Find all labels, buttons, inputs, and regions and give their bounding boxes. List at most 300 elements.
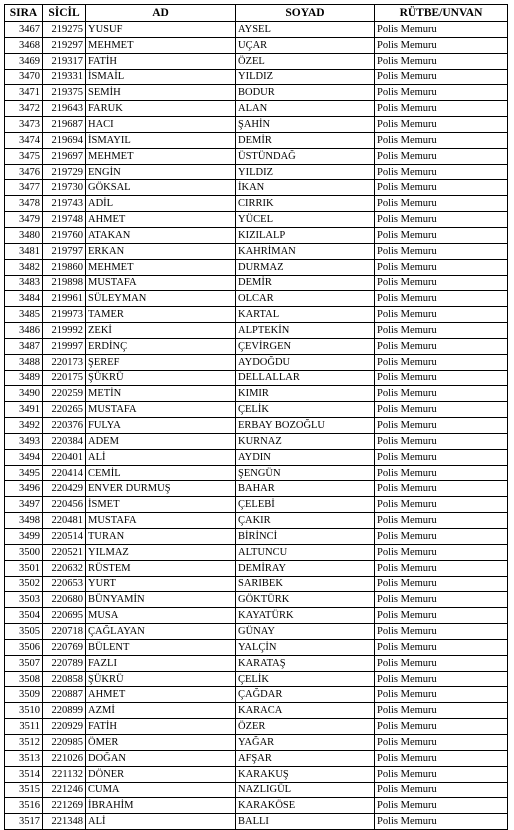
ad-cell: ADEM — [86, 433, 236, 449]
rutbe-cell: Polis Memuru — [375, 69, 508, 85]
ad-cell: YUSUF — [86, 22, 236, 38]
ad-cell: BÜNYAMİN — [86, 592, 236, 608]
soyad-cell: İKAN — [236, 180, 375, 196]
table-row — [5, 465, 508, 481]
rutbe-cell: Polis Memuru — [375, 227, 508, 243]
sicil-cell: 221026 — [43, 750, 86, 766]
sira-cell: 3482 — [5, 259, 43, 275]
soyad-cell: CIRRIK — [236, 196, 375, 212]
table-body — [5, 22, 508, 830]
ad-cell: ÖMER — [86, 734, 236, 750]
sicil-cell: 219297 — [43, 37, 86, 53]
soyad-cell: ALAN — [236, 101, 375, 117]
soyad-cell: DEMİRAY — [236, 560, 375, 576]
ad-cell: ENVER DURMUŞ — [86, 481, 236, 497]
sicil-cell: 220481 — [43, 513, 86, 529]
table-row — [5, 655, 508, 671]
sira-cell: 3491 — [5, 402, 43, 418]
sicil-cell: 220259 — [43, 386, 86, 402]
ad-cell: RÜSTEM — [86, 560, 236, 576]
sira-cell: 3472 — [5, 101, 43, 117]
table-header — [5, 5, 508, 22]
soyad-cell: AYDOĞDU — [236, 354, 375, 370]
sira-cell: 3501 — [5, 560, 43, 576]
ad-cell: AZMİ — [86, 703, 236, 719]
sira-cell: 3477 — [5, 180, 43, 196]
sira-cell: 3514 — [5, 766, 43, 782]
rutbe-cell: Polis Memuru — [375, 338, 508, 354]
column-header-ad: AD — [86, 5, 236, 22]
sicil-cell: 221132 — [43, 766, 86, 782]
sicil-cell: 219687 — [43, 117, 86, 133]
soyad-cell: ALPTEKİN — [236, 323, 375, 339]
rutbe-cell: Polis Memuru — [375, 608, 508, 624]
sira-cell: 3485 — [5, 307, 43, 323]
soyad-cell: KARAKÖSE — [236, 798, 375, 814]
rutbe-cell: Polis Memuru — [375, 386, 508, 402]
soyad-cell: YILDIZ — [236, 69, 375, 85]
table-row — [5, 101, 508, 117]
ad-cell: İBRAHİM — [86, 798, 236, 814]
sicil-cell: 220929 — [43, 719, 86, 735]
sira-cell: 3475 — [5, 148, 43, 164]
rutbe-cell: Polis Memuru — [375, 719, 508, 735]
rutbe-cell: Polis Memuru — [375, 275, 508, 291]
sicil-cell: 219375 — [43, 85, 86, 101]
rutbe-cell: Polis Memuru — [375, 639, 508, 655]
soyad-cell: ÇELİK — [236, 402, 375, 418]
table-row — [5, 117, 508, 133]
soyad-cell: ÖZEL — [236, 53, 375, 69]
soyad-cell: KARATAŞ — [236, 655, 375, 671]
ad-cell: GÖKSAL — [86, 180, 236, 196]
soyad-cell: YILDIZ — [236, 164, 375, 180]
sicil-cell: 220695 — [43, 608, 86, 624]
soyad-cell: DEMİR — [236, 132, 375, 148]
soyad-cell: ÇELİK — [236, 671, 375, 687]
ad-cell: TURAN — [86, 529, 236, 545]
sicil-cell: 219992 — [43, 323, 86, 339]
table-row — [5, 164, 508, 180]
sira-cell: 3496 — [5, 481, 43, 497]
column-header-rutbe-unvan: RÜTBE/UNVAN — [375, 5, 508, 22]
sicil-cell: 220887 — [43, 687, 86, 703]
ad-cell: MEHMET — [86, 37, 236, 53]
sicil-cell: 219697 — [43, 148, 86, 164]
rutbe-cell: Polis Memuru — [375, 243, 508, 259]
soyad-cell: BİRİNCİ — [236, 529, 375, 545]
soyad-cell: YALÇİN — [236, 639, 375, 655]
table-row — [5, 418, 508, 434]
table-row — [5, 291, 508, 307]
ad-cell: CEMİL — [86, 465, 236, 481]
ad-cell: AHMET — [86, 687, 236, 703]
sira-cell: 3479 — [5, 212, 43, 228]
ad-cell: ALİ — [86, 449, 236, 465]
sicil-cell: 220384 — [43, 433, 86, 449]
sira-cell: 3507 — [5, 655, 43, 671]
rutbe-cell: Polis Memuru — [375, 433, 508, 449]
sicil-cell: 220414 — [43, 465, 86, 481]
sira-cell: 3484 — [5, 291, 43, 307]
sicil-cell: 219694 — [43, 132, 86, 148]
sira-cell: 3503 — [5, 592, 43, 608]
table-row — [5, 624, 508, 640]
sira-cell: 3497 — [5, 497, 43, 513]
soyad-cell: KAHRİMAN — [236, 243, 375, 259]
sira-cell: 3495 — [5, 465, 43, 481]
sicil-cell: 221348 — [43, 814, 86, 830]
sira-cell: 3467 — [5, 22, 43, 38]
soyad-cell: YAĞAR — [236, 734, 375, 750]
rutbe-cell: Polis Memuru — [375, 307, 508, 323]
table-row — [5, 323, 508, 339]
rutbe-cell: Polis Memuru — [375, 370, 508, 386]
sira-cell: 3508 — [5, 671, 43, 687]
rutbe-cell: Polis Memuru — [375, 766, 508, 782]
sira-cell: 3506 — [5, 639, 43, 655]
sira-cell: 3469 — [5, 53, 43, 69]
soyad-cell: BALLI — [236, 814, 375, 830]
column-header-sira: SIRA — [5, 5, 43, 22]
sicil-cell: 219961 — [43, 291, 86, 307]
ad-cell: DOĞAN — [86, 750, 236, 766]
table-row — [5, 354, 508, 370]
table-row — [5, 782, 508, 798]
sicil-cell: 220769 — [43, 639, 86, 655]
table-row — [5, 703, 508, 719]
rutbe-cell: Polis Memuru — [375, 592, 508, 608]
table-row — [5, 53, 508, 69]
ad-cell: ALİ — [86, 814, 236, 830]
rutbe-cell: Polis Memuru — [375, 53, 508, 69]
table-row — [5, 513, 508, 529]
ad-cell: MUSTAFA — [86, 513, 236, 529]
table-row — [5, 529, 508, 545]
rutbe-cell: Polis Memuru — [375, 291, 508, 307]
sira-cell: 3494 — [5, 449, 43, 465]
header-row — [5, 5, 508, 22]
sira-cell: 3512 — [5, 734, 43, 750]
ad-cell: FAZLI — [86, 655, 236, 671]
rutbe-cell: Polis Memuru — [375, 560, 508, 576]
ad-cell: BÜLENT — [86, 639, 236, 655]
ad-cell: ZEKİ — [86, 323, 236, 339]
sicil-cell: 219643 — [43, 101, 86, 117]
rutbe-cell: Polis Memuru — [375, 180, 508, 196]
soyad-cell: DURMAZ — [236, 259, 375, 275]
rutbe-cell: Polis Memuru — [375, 22, 508, 38]
sicil-cell: 219730 — [43, 180, 86, 196]
table-row — [5, 639, 508, 655]
rutbe-cell: Polis Memuru — [375, 782, 508, 798]
table-row — [5, 148, 508, 164]
sira-cell: 3483 — [5, 275, 43, 291]
soyad-cell: UÇAR — [236, 37, 375, 53]
soyad-cell: BAHAR — [236, 481, 375, 497]
table-row — [5, 37, 508, 53]
table-row — [5, 196, 508, 212]
ad-cell: ŞEREF — [86, 354, 236, 370]
sicil-cell: 220789 — [43, 655, 86, 671]
table-row — [5, 386, 508, 402]
ad-cell: MEHMET — [86, 148, 236, 164]
table-row — [5, 814, 508, 830]
ad-cell: ÇAĞLAYAN — [86, 624, 236, 640]
sicil-cell: 220521 — [43, 544, 86, 560]
rutbe-cell: Polis Memuru — [375, 418, 508, 434]
sira-cell: 3493 — [5, 433, 43, 449]
column-header-soyad: SOYAD — [236, 5, 375, 22]
table-row — [5, 750, 508, 766]
table-row — [5, 734, 508, 750]
rutbe-cell: Polis Memuru — [375, 798, 508, 814]
ad-cell: YURT — [86, 576, 236, 592]
table-row — [5, 449, 508, 465]
sira-cell: 3486 — [5, 323, 43, 339]
sicil-cell: 220985 — [43, 734, 86, 750]
rutbe-cell: Polis Memuru — [375, 750, 508, 766]
soyad-cell: AYDIN — [236, 449, 375, 465]
soyad-cell: GÖKTÜRK — [236, 592, 375, 608]
sira-cell: 3473 — [5, 117, 43, 133]
ad-cell: CUMA — [86, 782, 236, 798]
sicil-cell: 219797 — [43, 243, 86, 259]
sicil-cell: 219275 — [43, 22, 86, 38]
ad-cell: ENGİN — [86, 164, 236, 180]
sicil-cell: 219997 — [43, 338, 86, 354]
ad-cell: SÜLEYMAN — [86, 291, 236, 307]
sira-cell: 3509 — [5, 687, 43, 703]
soyad-cell: ŞENGÜN — [236, 465, 375, 481]
sira-cell: 3488 — [5, 354, 43, 370]
sira-cell: 3476 — [5, 164, 43, 180]
sira-cell: 3474 — [5, 132, 43, 148]
ad-cell: MUSTAFA — [86, 402, 236, 418]
table-row — [5, 544, 508, 560]
rutbe-cell: Polis Memuru — [375, 323, 508, 339]
sicil-cell: 220376 — [43, 418, 86, 434]
sira-cell: 3481 — [5, 243, 43, 259]
rutbe-cell: Polis Memuru — [375, 671, 508, 687]
soyad-cell: KARAKUŞ — [236, 766, 375, 782]
table-row — [5, 227, 508, 243]
rutbe-cell: Polis Memuru — [375, 703, 508, 719]
rutbe-cell: Polis Memuru — [375, 132, 508, 148]
rutbe-cell: Polis Memuru — [375, 449, 508, 465]
soyad-cell: YÜCEL — [236, 212, 375, 228]
soyad-cell: ÇELEBİ — [236, 497, 375, 513]
sicil-cell: 219331 — [43, 69, 86, 85]
table-row — [5, 687, 508, 703]
sicil-cell: 220514 — [43, 529, 86, 545]
ad-cell: SEMİH — [86, 85, 236, 101]
sira-cell: 3515 — [5, 782, 43, 798]
table-row — [5, 608, 508, 624]
sira-cell: 3517 — [5, 814, 43, 830]
sira-cell: 3492 — [5, 418, 43, 434]
table-row — [5, 259, 508, 275]
table-row — [5, 560, 508, 576]
rutbe-cell: Polis Memuru — [375, 37, 508, 53]
ad-cell: MEHMET — [86, 259, 236, 275]
sira-cell: 3502 — [5, 576, 43, 592]
sira-cell: 3471 — [5, 85, 43, 101]
rutbe-cell: Polis Memuru — [375, 196, 508, 212]
sicil-cell: 220429 — [43, 481, 86, 497]
ad-cell: FATİH — [86, 719, 236, 735]
sira-cell: 3499 — [5, 529, 43, 545]
ad-cell: ADİL — [86, 196, 236, 212]
sicil-cell: 220680 — [43, 592, 86, 608]
sira-cell: 3504 — [5, 608, 43, 624]
table-row — [5, 132, 508, 148]
table-row — [5, 497, 508, 513]
sicil-cell: 221246 — [43, 782, 86, 798]
sicil-cell: 220899 — [43, 703, 86, 719]
rutbe-cell: Polis Memuru — [375, 814, 508, 830]
table-row — [5, 402, 508, 418]
rutbe-cell: Polis Memuru — [375, 624, 508, 640]
sicil-cell: 220718 — [43, 624, 86, 640]
sira-cell: 3511 — [5, 719, 43, 735]
rutbe-cell: Polis Memuru — [375, 402, 508, 418]
table-row — [5, 180, 508, 196]
sicil-cell: 220265 — [43, 402, 86, 418]
sira-cell: 3500 — [5, 544, 43, 560]
ad-cell: FARUK — [86, 101, 236, 117]
table-row — [5, 212, 508, 228]
sicil-cell: 219317 — [43, 53, 86, 69]
rutbe-cell: Polis Memuru — [375, 259, 508, 275]
sira-cell: 3490 — [5, 386, 43, 402]
sicil-cell: 219973 — [43, 307, 86, 323]
table-row — [5, 576, 508, 592]
soyad-cell: ÇAĞDAR — [236, 687, 375, 703]
soyad-cell: DELLALLAR — [236, 370, 375, 386]
soyad-cell: KURNAZ — [236, 433, 375, 449]
table-row — [5, 766, 508, 782]
soyad-cell: ERBAY BOZOĞLU — [236, 418, 375, 434]
sicil-cell: 220456 — [43, 497, 86, 513]
rutbe-cell: Polis Memuru — [375, 497, 508, 513]
rutbe-cell: Polis Memuru — [375, 513, 508, 529]
ad-cell: ERDİNÇ — [86, 338, 236, 354]
sicil-cell: 219743 — [43, 196, 86, 212]
ad-cell: AHMET — [86, 212, 236, 228]
ad-cell: ŞÜKRÜ — [86, 671, 236, 687]
rutbe-cell: Polis Memuru — [375, 117, 508, 133]
ad-cell: İSMAYIL — [86, 132, 236, 148]
soyad-cell: NAZLIGÜL — [236, 782, 375, 798]
sira-cell: 3510 — [5, 703, 43, 719]
soyad-cell: ÜSTÜNDAĞ — [236, 148, 375, 164]
table-row — [5, 592, 508, 608]
sicil-cell: 220173 — [43, 354, 86, 370]
ad-cell: İSMET — [86, 497, 236, 513]
soyad-cell: KARTAL — [236, 307, 375, 323]
soyad-cell: BODUR — [236, 85, 375, 101]
ad-cell: HACI — [86, 117, 236, 133]
soyad-cell: ÇEVİRGEN — [236, 338, 375, 354]
rutbe-cell: Polis Memuru — [375, 655, 508, 671]
ad-cell: DÖNER — [86, 766, 236, 782]
sicil-cell: 220401 — [43, 449, 86, 465]
table-row — [5, 243, 508, 259]
table-row — [5, 671, 508, 687]
sicil-cell: 219760 — [43, 227, 86, 243]
rutbe-cell: Polis Memuru — [375, 148, 508, 164]
sicil-cell: 220653 — [43, 576, 86, 592]
table-row — [5, 719, 508, 735]
sicil-cell: 219748 — [43, 212, 86, 228]
sicil-cell: 220632 — [43, 560, 86, 576]
sira-cell: 3513 — [5, 750, 43, 766]
rutbe-cell: Polis Memuru — [375, 465, 508, 481]
sira-cell: 3470 — [5, 69, 43, 85]
table-row — [5, 85, 508, 101]
sira-cell: 3480 — [5, 227, 43, 243]
personnel-table — [4, 4, 508, 830]
sira-cell: 3516 — [5, 798, 43, 814]
rutbe-cell: Polis Memuru — [375, 544, 508, 560]
soyad-cell: ÇAKIR — [236, 513, 375, 529]
table-row — [5, 798, 508, 814]
rutbe-cell: Polis Memuru — [375, 481, 508, 497]
table-row — [5, 275, 508, 291]
soyad-cell: ŞAHİN — [236, 117, 375, 133]
table-row — [5, 370, 508, 386]
rutbe-cell: Polis Memuru — [375, 687, 508, 703]
sira-cell: 3489 — [5, 370, 43, 386]
ad-cell: ATAKAN — [86, 227, 236, 243]
soyad-cell: ÖZER — [236, 719, 375, 735]
sicil-cell: 220858 — [43, 671, 86, 687]
sira-cell: 3498 — [5, 513, 43, 529]
rutbe-cell: Polis Memuru — [375, 164, 508, 180]
ad-cell: MUSTAFA — [86, 275, 236, 291]
sicil-cell: 219729 — [43, 164, 86, 180]
sicil-cell: 221269 — [43, 798, 86, 814]
soyad-cell: KARACA — [236, 703, 375, 719]
rutbe-cell: Polis Memuru — [375, 85, 508, 101]
table-row — [5, 307, 508, 323]
ad-cell: İSMAİL — [86, 69, 236, 85]
rutbe-cell: Polis Memuru — [375, 529, 508, 545]
sira-cell: 3487 — [5, 338, 43, 354]
ad-cell: FATİH — [86, 53, 236, 69]
column-header-sicil: SİCİL — [43, 5, 86, 22]
rutbe-cell: Polis Memuru — [375, 101, 508, 117]
table-row — [5, 481, 508, 497]
sira-cell: 3505 — [5, 624, 43, 640]
ad-cell: TAMER — [86, 307, 236, 323]
sira-cell: 3478 — [5, 196, 43, 212]
rutbe-cell: Polis Memuru — [375, 354, 508, 370]
soyad-cell: KIZILALP — [236, 227, 375, 243]
soyad-cell: SARIBEK — [236, 576, 375, 592]
table-row — [5, 69, 508, 85]
sicil-cell: 219860 — [43, 259, 86, 275]
rutbe-cell: Polis Memuru — [375, 734, 508, 750]
table-row — [5, 433, 508, 449]
sicil-cell: 220175 — [43, 370, 86, 386]
soyad-cell: DEMİR — [236, 275, 375, 291]
ad-cell: MUSA — [86, 608, 236, 624]
rutbe-cell: Polis Memuru — [375, 576, 508, 592]
ad-cell: ŞÜKRÜ — [86, 370, 236, 386]
soyad-cell: ALTUNCU — [236, 544, 375, 560]
